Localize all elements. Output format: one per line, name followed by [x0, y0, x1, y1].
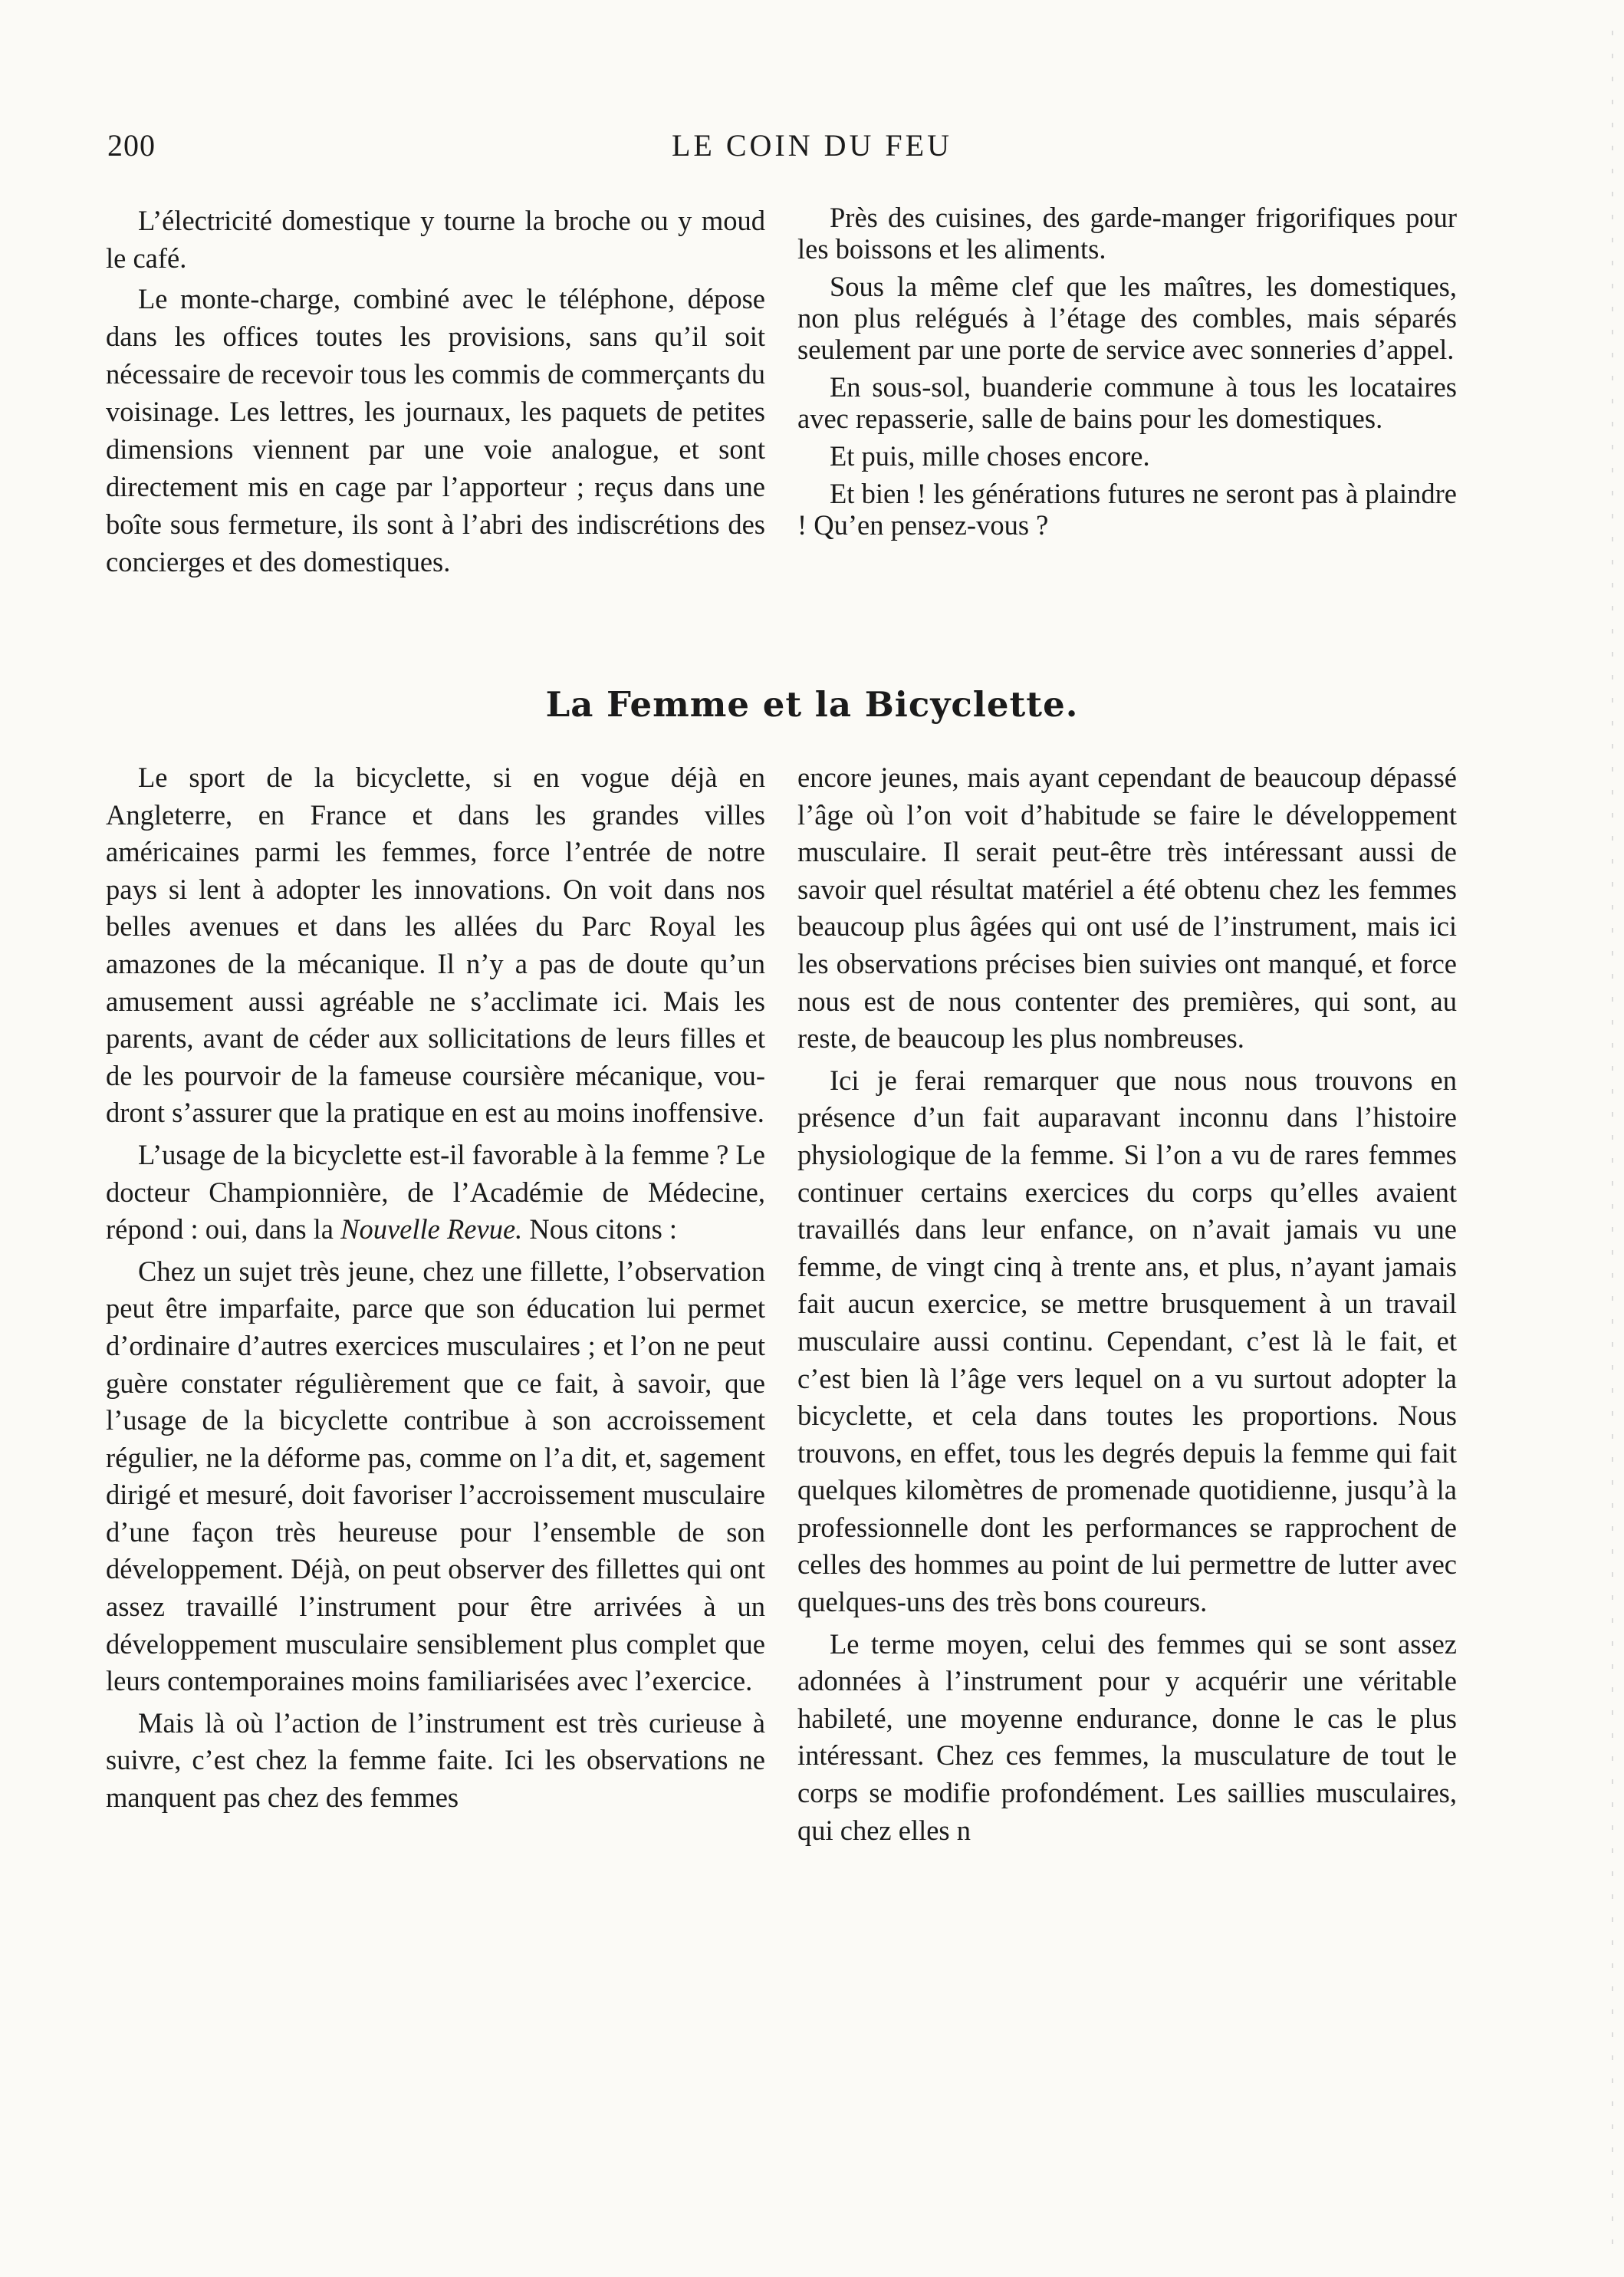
journal-title: Nouvelle Revue. — [340, 1213, 523, 1245]
paragraph-text: L’usage de la bicyclette est-il favorable à la femme ? Le docteur Championnière, de l’Académie de Médecine, répond : oui, dans la — [106, 1138, 765, 1245]
paragraph: Chez un sujet très jeune, chez une fillette, l’observation peut être imparfaite, parce que son éducation lui permet d’ordinaire d’autres exercices musculaires ; et l’on ne peut guère constater régulièrement que ce fait, à savoir, que l’usage de la bicyclette contribue à son accroissement régulier, ne la déforme pas, comme on l’a dit, et, sagement dirigé et mesuré, doit favoriser l’accroissement musculaire d’une façon très heureuse pour l’ensemble de son développement. Déjà, on peut observer des fillettes qui ont assez travaillé l’instrument pour être arrivées à un développement musculaire sensiblement plus complet que leurs contemporaines moins familiarisées avec l’exercice. — [106, 1255, 765, 1697]
paragraph: Et bien ! les générations futures ne seront pas à plaindre ! Qu’en pensez-vous ? — [797, 478, 1457, 541]
paragraph: Le sport de la bicyclette, si en vogue déjà en Angleterre, en France et dans les grandes villes américaines parmi les femmes, force l’entrée de notre pays si lent à adopter les innovations. On voit dans nos belles avenues et dans les allées du Parc Royal les amazones de la mécanique. Il n’y a pas de doute qu’un amusement aussi agréable ne s’acclimate ici. Mais les parents, avant de céder aux sollicitations de leurs filles et de les pourvoir de la fameuse coursière mécanique, voudront s’assurer que la pratique en est au moins inoffensive. — [106, 762, 765, 1129]
paragraph: Le monte-charge, combiné avec le téléphone, dépose dans les offices toutes les provisions, sans qu’il soit nécessaire de recevoir tous les commis de commerçants du voisinage. Les lettres, les journaux, les paquets de petites dimensions viennent par une voie analogue, et sont directement mis en cage par l’apporteur ; reçus dans une boîte sous fermeture, ils sont à l’abri des indiscrétions des concierges et des domestiques. — [106, 283, 765, 577]
paragraph: Mais là où l’action de l’instrument est très curieuse à suivre, c’est chez la femme faite. Ici les observations ne manquent pas chez des femmes — [106, 1706, 765, 1814]
paragraph: Et puis, mille choses encore. — [830, 440, 1150, 472]
paragraph: Sous la même clef que les maîtres, les domestiques, non plus relégués à l’étage des combles, mais séparés seulement par une porte de service avec sonneries d’appel. — [797, 271, 1457, 365]
paragraph: En sous-sol, buanderie commune à tous les locataires avec repasserie, salle de bains pour les domestiques. — [797, 371, 1457, 434]
top-left-column — [106, 202, 765, 584]
running-title: LE COIN DU FEU — [672, 128, 952, 163]
paragraph: Ici je ferai remarquer que nous nous trouvons en présence d’un fait auparavant inconnu dans l’histoire physiologique de la femme. Si l’on a vu de rares femmes continuer certains exercices du corps qu’elles avaient travaillés dans leur enfance, on n’avait jamais vu une femme, de vingt cinq à trente ans, et plus, n’ayant jamais fait aucun exercice, se mettre brusquement à un travail musculaire aussi continu. Cependant, c’est là le fait, et c’est bien là l’âge vers lequel on a vu surtout adopter la bicyclette, et cela dans toutes les proportions. Nous trouvons, en effet, tous les degrés depuis la femme qui fait quelques kilomètres de promenade quotidienne, jusqu’à la professionnelle dont les performances se rapprochent de celles des hommes au point de lui permettre de lutter avec quelques-uns des très bons coureurs. — [797, 1064, 1457, 1618]
paragraph-text: Nous citons : — [522, 1213, 678, 1245]
article-left-column — [106, 759, 765, 1821]
top-right-column — [797, 202, 1457, 547]
article-title: La Femme et la Bicyclette. — [545, 684, 1079, 725]
paragraph: Près des cuisines, des garde-manger frigorifiques pour les boissons et les aliments. — [797, 202, 1457, 265]
paragraph — [106, 1137, 765, 1249]
article-right-column — [797, 759, 1457, 1854]
paragraph: Le terme moyen, celui des femmes qui se sont assez adonnées à l’instrument pour y acquérir une véritable habileté, une moyenne endurance, donne le cas le plus intéressant. Chez ces femmes, la musculature de tout le corps se modifie profondément. Les saillies musculaires, qui chez elles n — [797, 1627, 1457, 1846]
page-edge-shadow — [1612, 31, 1613, 2246]
paragraph: encore jeunes, mais ayant cependant de beaucoup dépassé l’âge où l’on voit d’habitude se faire le développement musculaire. Il serait peut-être très intéressant aussi de savoir quel résultat matériel a été obtenu chez les femmes beaucoup plus âgées qui ont usé de l’instrument, mais ici les observations précises bien suivies ont manqué, et force nous est de nous contenter des premières, qui sont, au reste, de beaucoup les plus nombreuses. — [797, 762, 1457, 1055]
page-number: 200 — [107, 128, 156, 163]
paragraph: L’électricité domestique y tourne la broche ou y moud le café. — [106, 205, 765, 274]
